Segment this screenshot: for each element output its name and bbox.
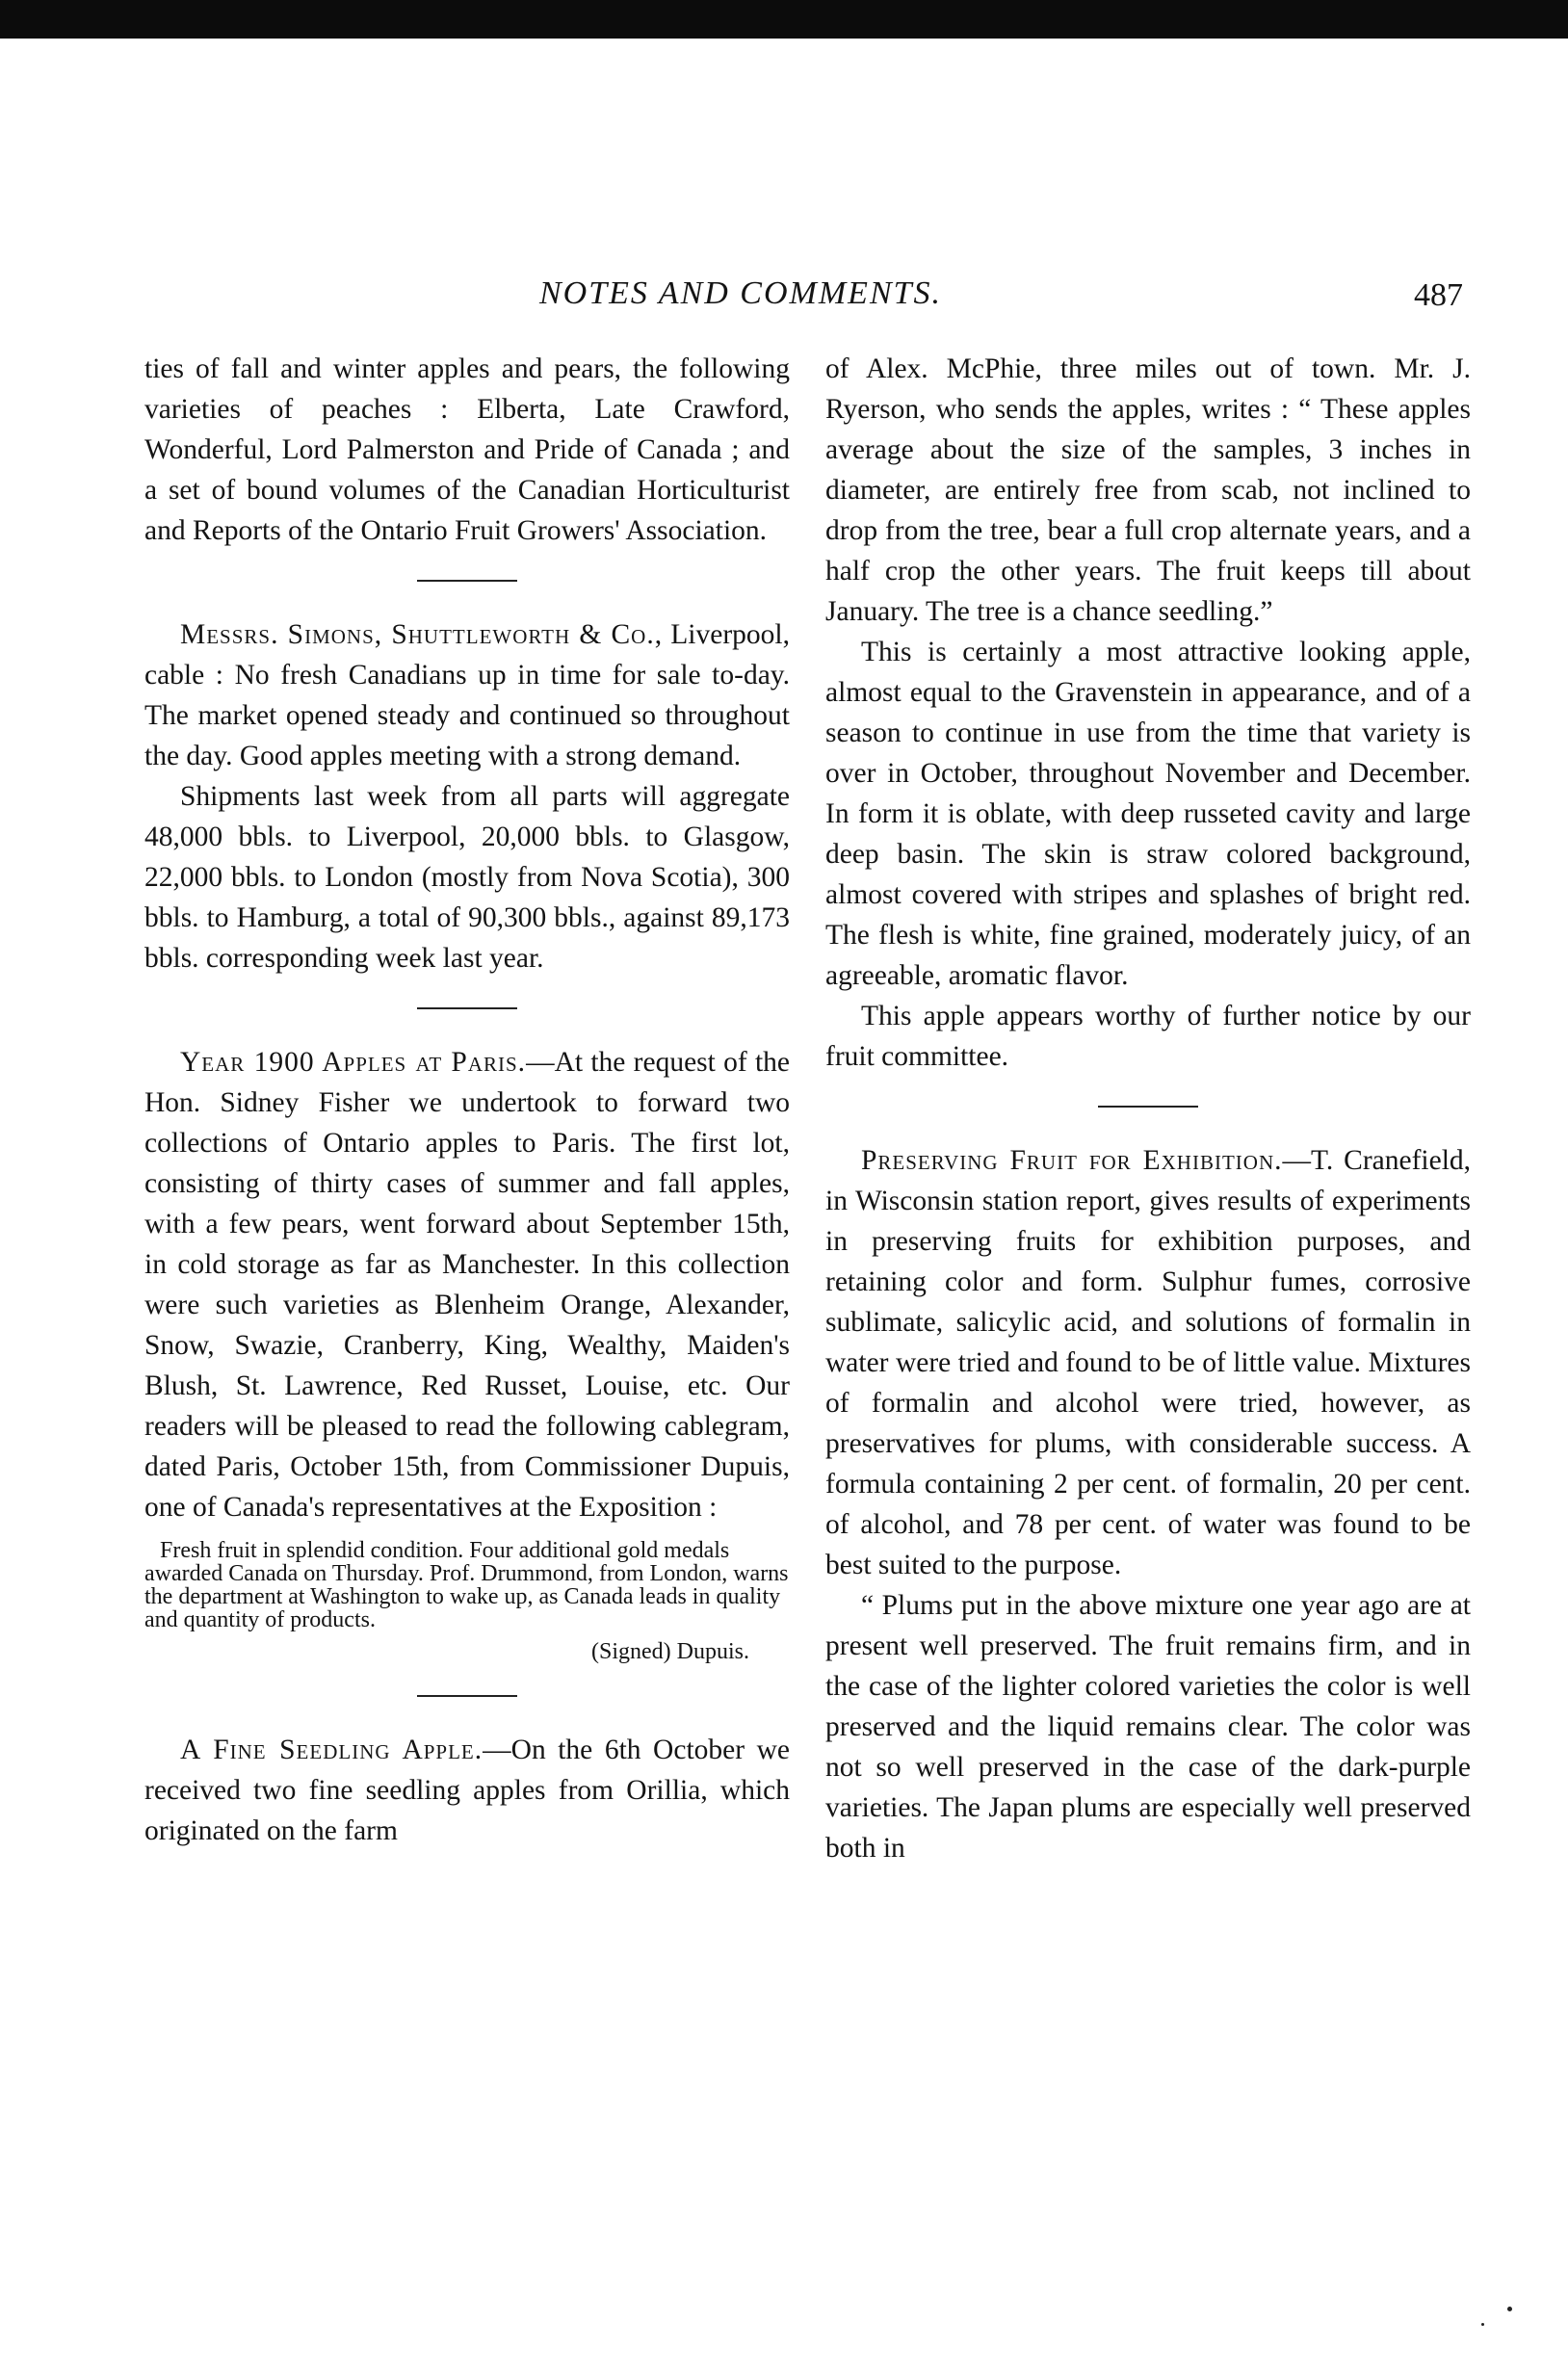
left-paragraph-shipments: Shipments last week from all parts will aggregate 48,000 bbls. to Liverpool, 20,000 bbls. to Glasgow, 22,000 bbls. to London (mostly from Nova Scotia), 300 bbls. to Hamburg, a total of 90,300 bbls., against 89,173 bbls. corresponding week last year. — [144, 781, 790, 974]
cablegram-text: Fresh fruit in splendid condition. Four additional gold medals awarded Canada on Thursday. Prof. Drummond, from London, warns the department at Washington to wake up, as Canada leads in quality and quantity of products. — [144, 1538, 789, 1632]
left-paragraph-simons — [144, 614, 790, 776]
section-lead-preserving: Preserving Fruit for Exhibition. — [861, 1145, 1283, 1176]
top-scan-border — [0, 0, 1568, 39]
section-divider — [417, 1695, 517, 1697]
running-title: NOTES AND COMMENTS. — [539, 275, 943, 311]
seedling-body: —On the 6th October we received two fine seedling apples from Orillia, which originated on the farm — [144, 1735, 790, 1846]
scan-speck — [1507, 2307, 1512, 2311]
section-lead-paris: Year 1900 Apples at Paris. — [180, 1047, 527, 1078]
right-paragraph-1: of Alex. McPhie, three miles out of town. Mr. J. Ryerson, who sends the apples, writes : “ These apples average about the size of the samples, 3 inches in diameter, are entirely free from scab, not inclined to drop from the tree, bear a full crop alternate years, and a half crop the other years. The fruit keeps till about January. The tree is a chance seedling.” — [825, 353, 1471, 627]
preserving-body: —T. Cranefield, in Wisconsin station report, gives results of experiments in preserving fruits for exhibition purposes, and retaining color and form. Sulphur fumes, corrosive sublimate, salicylic acid, and solutions of formalin in water were tried and found to be of little value. Mixtures of formalin and alcohol were tried, however, as preservatives for plums, with considerable success. A formula containing 2 per cent. of formalin, 20 per cent. of alcohol, and 78 per cent. of water was found to be best suited to the purpose. — [825, 1145, 1472, 1580]
section-lead-simons: Messrs. Simons, Shuttleworth & Co., — [180, 619, 664, 650]
section-divider — [417, 1007, 517, 1009]
right-column — [825, 349, 1471, 1868]
section-lead-seedling: A Fine Seedling Apple. — [180, 1735, 483, 1765]
paris-body: —At the request of the Hon. Sidney Fisher we undertook to forward two collections of Ontario apples to Paris. The first lot, consisting of thirty cases of summer and fall apples, with a few pears, went forward about September 15th, in cold storage as far as Manchester. In this collection were such varieties as Blenheim Orange, Alexander, Snow, Swazie, Cranberry, King, Wealthy, Maiden's Blush, St. Lawrence, Red Russet, Louise, etc. Our readers will be pleased to read the following cablegram, dated Paris, October 15th, from Commissioner Dupuis, one of Canada's representatives at the Exposition : — [144, 1047, 790, 1523]
left-paragraph-paris — [144, 1042, 790, 1527]
right-paragraph-preserving — [825, 1140, 1471, 1585]
cablegram-quote — [144, 1539, 790, 1666]
running-head — [0, 275, 1568, 324]
right-paragraph-committee: This apple appears worthy of further notice by our fruit committee. — [825, 1001, 1471, 1072]
right-paragraph-description: This is certainly a most attractive looking apple, almost equal to the Gravenstein in appearance, and of a season to continue in use from the time that variety is over in October, throughout November and December. In form it is oblate, with deep russeted cavity and large deep basin. The skin is straw colored background, almost covered with stripes and splashes of bright red. The flesh is white, fine grained, moderately juicy, of an agreeable, aromatic flavor. — [825, 637, 1471, 991]
right-paragraph-plums: “ Plums put in the above mixture one year ago are at present well preserved. The fruit remains firm, and in the case of the lighter colored varieties the color is well preserved and the liquid remains clear. The color was not so well preserved in the case of the dark-purple varieties. The Japan plums are especially well preserved both in — [825, 1590, 1471, 1864]
left-column — [144, 349, 790, 1851]
section-divider — [417, 580, 517, 582]
cablegram-signature: (Signed) Dupuis. — [591, 1639, 749, 1664]
left-paragraph-1: ties of fall and winter apples and pears, the following varieties of peaches : Elberta, Late Crawford, Wonderful, Lord Palmerston and Pride of Canada ; and a set of bound volumes of the Canadian Horticulturist and Reports of the Ontario Fruit Growers' Association. — [144, 353, 790, 546]
scan-speck — [1481, 2323, 1484, 2326]
left-paragraph-seedling — [144, 1730, 790, 1851]
simons-body: Liverpool, cable : No fresh Canadians up in time for sale to-day. The market opened steady and continued so throughout the day. Good apples meeting with a strong demand. — [144, 619, 790, 771]
page-number: 487 — [1414, 277, 1463, 313]
section-divider — [1098, 1106, 1198, 1108]
